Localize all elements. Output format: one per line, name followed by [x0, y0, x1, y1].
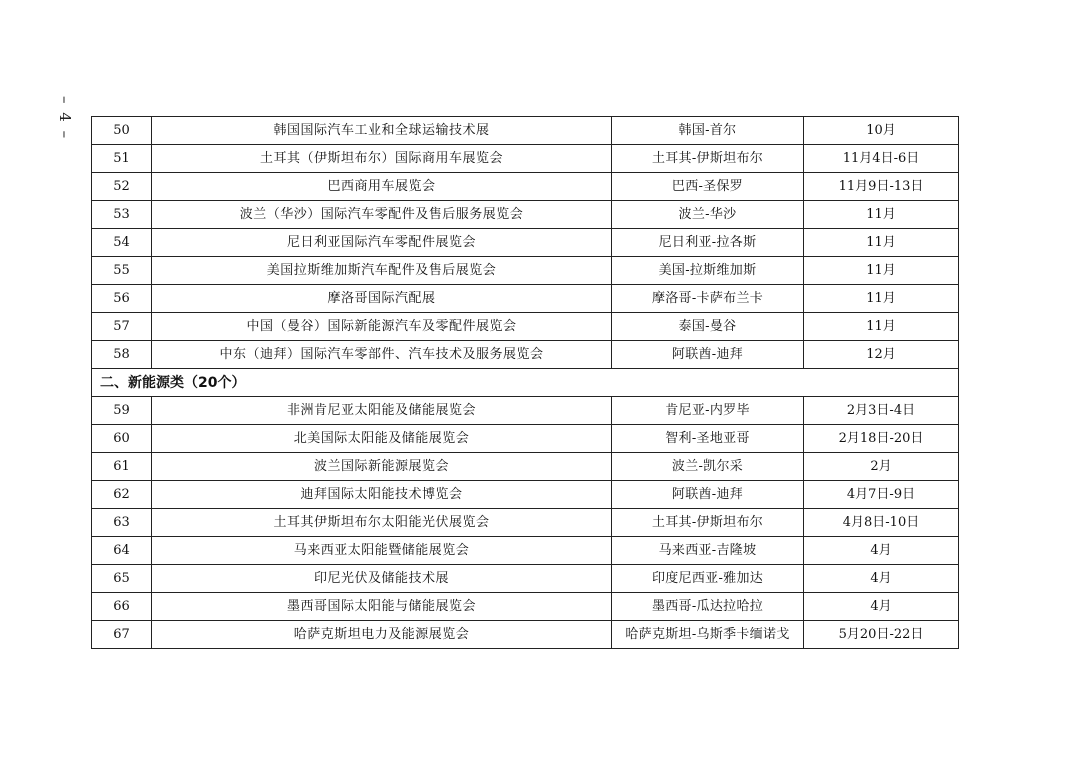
exhibition-date: 11月4日-6日 [804, 145, 959, 173]
exhibition-date: 10月 [804, 117, 959, 145]
exhibition-name: 中国（曼谷）国际新能源汽车及零配件展览会 [152, 313, 612, 341]
exhibition-name: 迪拜国际太阳能技术博览会 [152, 481, 612, 509]
page-number: – 4 – [56, 96, 74, 141]
exhibition-date: 11月 [804, 257, 959, 285]
exhibition-location: 巴西-圣保罗 [612, 173, 804, 201]
exhibition-name: 韩国国际汽车工业和全球运输技术展 [152, 117, 612, 145]
exhibition-date: 2月 [804, 453, 959, 481]
table-row [92, 229, 959, 257]
table-row [92, 621, 959, 649]
table-row [92, 313, 959, 341]
exhibition-location: 马来西亚-吉隆坡 [612, 537, 804, 565]
exhibition-date: 11月 [804, 313, 959, 341]
row-number: 57 [92, 313, 152, 341]
exhibition-name: 马来西亚太阳能暨储能展览会 [152, 537, 612, 565]
row-number: 50 [92, 117, 152, 145]
row-number: 65 [92, 565, 152, 593]
exhibition-date: 2月18日-20日 [804, 425, 959, 453]
row-number: 52 [92, 173, 152, 201]
row-number: 55 [92, 257, 152, 285]
exhibition-name: 波兰国际新能源展览会 [152, 453, 612, 481]
table-row [92, 145, 959, 173]
table-row [92, 593, 959, 621]
exhibition-location: 印度尼西亚-雅加达 [612, 565, 804, 593]
table-row [92, 173, 959, 201]
exhibition-location: 土耳其-伊斯坦布尔 [612, 509, 804, 537]
exhibition-name: 土耳其伊斯坦布尔太阳能光伏展览会 [152, 509, 612, 537]
exhibition-date: 4月8日-10日 [804, 509, 959, 537]
table-row [92, 565, 959, 593]
table-row [92, 201, 959, 229]
row-number: 56 [92, 285, 152, 313]
table-row [92, 453, 959, 481]
exhibition-date: 4月 [804, 565, 959, 593]
exhibition-location: 肯尼亚-内罗毕 [612, 397, 804, 425]
exhibition-name: 中东（迪拜）国际汽车零部件、汽车技术及服务展览会 [152, 341, 612, 369]
table-row [92, 257, 959, 285]
section-header-row [92, 369, 959, 397]
exhibition-date: 4月 [804, 537, 959, 565]
exhibition-date: 5月20日-22日 [804, 621, 959, 649]
exhibition-name: 北美国际太阳能及储能展览会 [152, 425, 612, 453]
exhibition-location: 尼日利亚-拉各斯 [612, 229, 804, 257]
exhibition-location: 哈萨克斯坦-乌斯季卡缅诺戈 [612, 621, 804, 649]
row-number: 58 [92, 341, 152, 369]
table-row [92, 341, 959, 369]
exhibition-location: 波兰-凯尔采 [612, 453, 804, 481]
exhibition-location: 智利-圣地亚哥 [612, 425, 804, 453]
exhibition-location: 墨西哥-瓜达拉哈拉 [612, 593, 804, 621]
row-number: 66 [92, 593, 152, 621]
table-row [92, 117, 959, 145]
section-title: 二、新能源类（20个） [92, 369, 959, 397]
exhibition-date: 2月3日-4日 [804, 397, 959, 425]
table-row [92, 397, 959, 425]
exhibition-location: 波兰-华沙 [612, 201, 804, 229]
exhibition-name: 摩洛哥国际汽配展 [152, 285, 612, 313]
exhibition-name: 土耳其（伊斯坦布尔）国际商用车展览会 [152, 145, 612, 173]
exhibition-location: 韩国-首尔 [612, 117, 804, 145]
exhibition-name: 墨西哥国际太阳能与储能展览会 [152, 593, 612, 621]
exhibition-date: 4月7日-9日 [804, 481, 959, 509]
exhibition-date: 11月9日-13日 [804, 173, 959, 201]
row-number: 51 [92, 145, 152, 173]
row-number: 59 [92, 397, 152, 425]
row-number: 54 [92, 229, 152, 257]
exhibition-location: 摩洛哥-卡萨布兰卡 [612, 285, 804, 313]
row-number: 53 [92, 201, 152, 229]
row-number: 63 [92, 509, 152, 537]
exhibition-date: 4月 [804, 593, 959, 621]
exhibition-name: 美国拉斯维加斯汽车配件及售后展览会 [152, 257, 612, 285]
exhibition-name: 巴西商用车展览会 [152, 173, 612, 201]
exhibition-table [91, 116, 959, 649]
exhibition-name: 印尼光伏及储能技术展 [152, 565, 612, 593]
exhibition-date: 11月 [804, 285, 959, 313]
exhibition-name: 尼日利亚国际汽车零配件展览会 [152, 229, 612, 257]
exhibition-location: 阿联酋-迪拜 [612, 481, 804, 509]
table-body-group1 [92, 117, 959, 369]
exhibition-name: 波兰（华沙）国际汽车零配件及售后服务展览会 [152, 201, 612, 229]
row-number: 64 [92, 537, 152, 565]
table-row [92, 537, 959, 565]
row-number: 61 [92, 453, 152, 481]
row-number: 60 [92, 425, 152, 453]
table-row [92, 285, 959, 313]
row-number: 62 [92, 481, 152, 509]
table-row [92, 425, 959, 453]
table-row [92, 509, 959, 537]
exhibition-location: 泰国-曼谷 [612, 313, 804, 341]
exhibition-date: 11月 [804, 201, 959, 229]
exhibition-name: 哈萨克斯坦电力及能源展览会 [152, 621, 612, 649]
exhibition-location: 美国-拉斯维加斯 [612, 257, 804, 285]
exhibition-name: 非洲肯尼亚太阳能及储能展览会 [152, 397, 612, 425]
table-row [92, 481, 959, 509]
exhibition-date: 12月 [804, 341, 959, 369]
exhibition-date: 11月 [804, 229, 959, 257]
row-number: 67 [92, 621, 152, 649]
exhibition-location: 阿联酋-迪拜 [612, 341, 804, 369]
table-section [92, 369, 959, 397]
exhibition-location: 土耳其-伊斯坦布尔 [612, 145, 804, 173]
table-body-group2 [92, 397, 959, 649]
